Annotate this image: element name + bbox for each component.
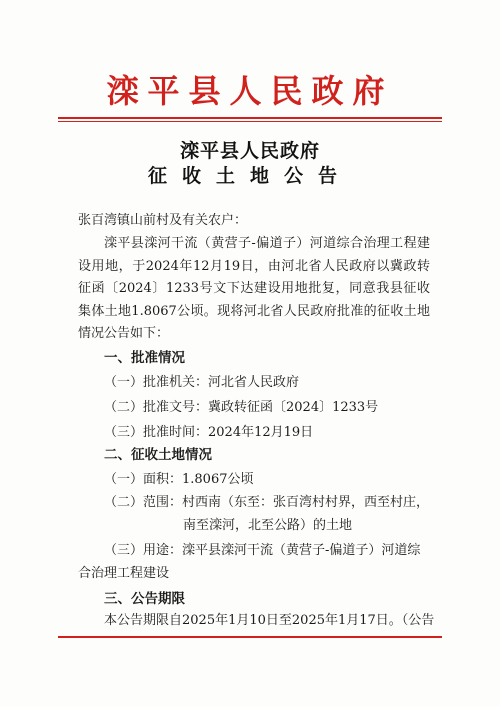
approval-number: （二）批准文号：冀政转征函〔2024〕1233号 bbox=[104, 400, 379, 415]
header-red-rule bbox=[58, 117, 442, 119]
document-title-issuer: 滦平县人民政府 bbox=[179, 140, 320, 162]
land-range-line1: （二）范围：村西南（东至：张百湾村村界，西至村庄， bbox=[104, 495, 430, 510]
section-heading-period: 三、公告期限 bbox=[104, 591, 185, 607]
footer-red-rule bbox=[58, 636, 442, 638]
document-title-subject: 征收土地公告 bbox=[147, 165, 352, 187]
land-range-line2: 南至滦河，北至公路）的土地 bbox=[183, 518, 353, 533]
intro-paragraph: 滦平县滦河干流（黄营子-偏道子）河道综合治理工程建设用地，于2024年12月19日，由河北省人民政府以冀政转征函〔2024〕1233号文下达建设用地批复，同意我县征收集体土地1.8067公顷。现将河北省人民政府批准的征收土地情况公告如下： bbox=[78, 236, 430, 341]
header-red-rule-thin bbox=[58, 121, 442, 122]
land-use-line1: （三）用途：滦平县滦河干流（黄营子-偏道子）河道综 bbox=[104, 543, 421, 558]
section-heading-land: 二、征收土地情况 bbox=[104, 447, 212, 463]
land-area: （一）面积：1.8067公顷 bbox=[104, 472, 254, 487]
approval-authority: （一）批准机关：河北省人民政府 bbox=[104, 375, 300, 390]
notice-period-text: 本公告期限自2025年1月10日至2025年1月17日。（公告 bbox=[104, 613, 435, 628]
land-use-line2: 合治理工程建设 bbox=[78, 566, 170, 581]
section-heading-approval: 一、批准情况 bbox=[104, 350, 185, 366]
addressee: 张百湾镇山前村及有关农户： bbox=[78, 213, 248, 228]
government-header-title: 滦平县人民政府 bbox=[106, 72, 394, 110]
approval-date: （三）批准时间：2024年12月19日 bbox=[104, 425, 314, 440]
